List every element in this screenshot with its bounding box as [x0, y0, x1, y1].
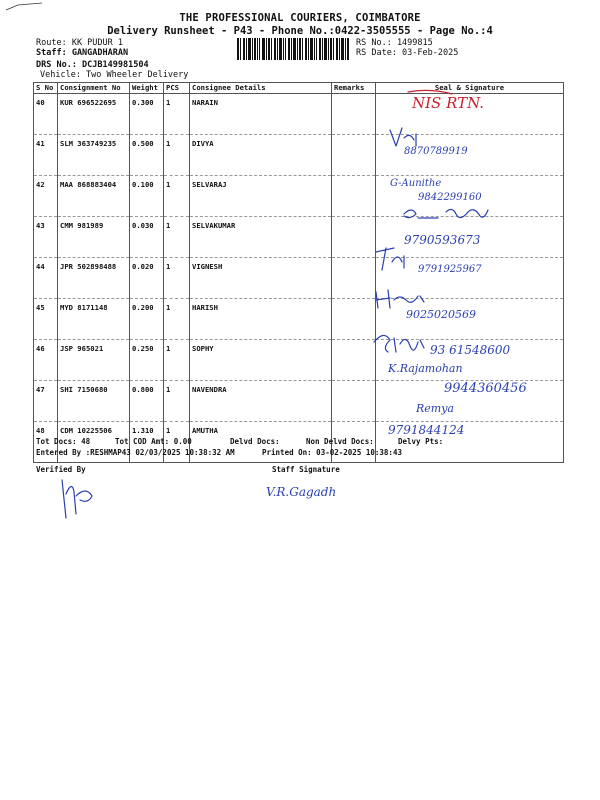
- runsheet-subtitle: Delivery Runsheet - P43 - Phone No.:0422-3505555 - Page No.:4: [107, 25, 493, 37]
- cell-consignee: SELVAKUMAR: [190, 217, 332, 258]
- cell-sno: 46: [34, 340, 58, 381]
- row45-phone: 9025020569: [406, 308, 476, 321]
- vehicle-label: Vehicle: Two Wheeler Delivery: [40, 70, 189, 80]
- cell-weight: 0.300: [130, 94, 164, 135]
- cell-weight: 0.030: [130, 217, 164, 258]
- staff-signature-image: [262, 476, 372, 506]
- cell-weight: 0.020: [130, 258, 164, 299]
- cell-pcs: 1: [164, 258, 190, 299]
- cell-consignee: DIVYA: [190, 135, 332, 176]
- cell-signature: [376, 176, 564, 217]
- cell-sno: 41: [34, 135, 58, 176]
- cell-sno: 48: [34, 422, 58, 463]
- cell-remarks: [332, 176, 376, 217]
- cell-consignee: NAVENDRA: [190, 381, 332, 422]
- runsheet-table: [33, 82, 564, 463]
- col-header-pcs: PCS: [164, 83, 190, 94]
- cell-pcs: 1: [164, 135, 190, 176]
- delivered-docs: Delvd Docs:: [230, 437, 280, 446]
- row41-phone: 8870789919: [404, 146, 468, 157]
- cell-consignment: SLM 363749235: [58, 135, 130, 176]
- table-row: [34, 340, 564, 381]
- total-cod-amount: Tot COD Amt: 0.00: [115, 437, 192, 446]
- row42-phone: 9842299160: [418, 192, 482, 203]
- cell-sno: 42: [34, 176, 58, 217]
- row48-phone: 9791844124: [388, 423, 465, 437]
- row44-phone: 9791925967: [418, 264, 482, 275]
- cell-remarks: [332, 381, 376, 422]
- delivery-points: Delvy Pts:: [398, 437, 444, 446]
- cell-consignee: NARAIN: [190, 94, 332, 135]
- route-label: Route: KK PUDUR 1: [36, 38, 123, 48]
- cell-weight: 0.500: [130, 135, 164, 176]
- cell-signature: [376, 340, 564, 381]
- table-row: [34, 135, 564, 176]
- row40-red-text: NIS RTN.: [412, 94, 485, 112]
- cell-sno: 43: [34, 217, 58, 258]
- staff-signature-text: V.R.Gagadh: [266, 485, 337, 499]
- drs-label: DRS No.: DCJB149981504: [36, 60, 149, 70]
- cell-signature: [376, 381, 564, 422]
- table-header-row: [34, 83, 564, 94]
- col-header-weight: Weight: [130, 83, 164, 94]
- cell-sno: 44: [34, 258, 58, 299]
- cell-pcs: 1: [164, 340, 190, 381]
- staff-signature-label: Staff Signature: [272, 465, 340, 474]
- cell-consignee: AMUTHA: [190, 422, 332, 463]
- cell-sno: 40: [34, 94, 58, 135]
- rs-number: RS No.: 1499815: [356, 38, 433, 48]
- col-header-remarks: Remarks: [332, 83, 376, 94]
- rs-date: RS Date: 03-Feb-2025: [356, 48, 459, 58]
- cell-consignee: SOPHY: [190, 340, 332, 381]
- cell-pcs: 1: [164, 94, 190, 135]
- row46-phone: 93 61548600: [430, 343, 511, 357]
- row43-phone: 9790593673: [404, 233, 481, 247]
- cell-consignment: MAA 868883404: [58, 176, 130, 217]
- col-header-sno: S No: [34, 83, 58, 94]
- total-docs: Tot Docs: 48: [36, 437, 91, 446]
- cell-weight: 0.250: [130, 340, 164, 381]
- cell-remarks: [332, 258, 376, 299]
- cell-pcs: 1: [164, 176, 190, 217]
- cell-weight: 0.200: [130, 299, 164, 340]
- cell-consignment: KUR 696522695: [58, 94, 130, 135]
- table-row: [34, 176, 564, 217]
- table-row: [34, 217, 564, 258]
- cell-remarks: [332, 135, 376, 176]
- cell-pcs: 1: [164, 217, 190, 258]
- non-delivered-docs: Non Delvd Docs:: [306, 437, 374, 446]
- cell-pcs: 1: [164, 299, 190, 340]
- table-row: [34, 299, 564, 340]
- col-header-consignee: Consignee Details: [190, 83, 332, 94]
- table-row: [34, 258, 564, 299]
- scan-mark: [4, 2, 44, 12]
- cell-consignment: JPR 502898488: [58, 258, 130, 299]
- cell-consignment: MYD 8171148: [58, 299, 130, 340]
- table-row: [34, 381, 564, 422]
- cell-signature: [376, 135, 564, 176]
- cell-consignment: JSP 965021: [58, 340, 130, 381]
- verified-by-label: Verified By: [36, 465, 86, 474]
- cell-consignee: HARISH: [190, 299, 332, 340]
- row47-phone: 9944360456: [444, 381, 527, 396]
- cell-remarks: [332, 217, 376, 258]
- cell-weight: 0.800: [130, 381, 164, 422]
- cell-consignment: CMM 981989: [58, 217, 130, 258]
- cell-weight: 1.310: [130, 422, 164, 463]
- entered-by: Entered By :RESHMAP43 02/03/2025 10:38:32 AM: [36, 448, 235, 457]
- cell-pcs: 1: [164, 422, 190, 463]
- cell-sno: 45: [34, 299, 58, 340]
- company-title: THE PROFESSIONAL COURIERS, COIMBATORE: [179, 12, 421, 24]
- row47-name: K.Rajamohan: [388, 362, 463, 375]
- cell-weight: 0.100: [130, 176, 164, 217]
- barcode-image: [237, 38, 349, 60]
- verified-by-signature: [52, 474, 112, 522]
- cell-consignee: VIGNESH: [190, 258, 332, 299]
- cell-consignment: CDM 10225506: [58, 422, 130, 463]
- row42-name: G-Aunithe: [390, 178, 442, 189]
- cell-pcs: 1: [164, 381, 190, 422]
- printed-on: Printed On: 03-02-2025 10:38:43: [262, 448, 402, 457]
- cell-consignee: SELVARAJ: [190, 176, 332, 217]
- col-header-signature: Seal & Signature: [376, 83, 564, 94]
- cell-remarks: [332, 340, 376, 381]
- table-row: [34, 94, 564, 135]
- cell-consignment: SHI 7150680: [58, 381, 130, 422]
- cell-remarks: [332, 299, 376, 340]
- row48-name: Remya: [416, 402, 454, 415]
- cell-signature: [376, 299, 564, 340]
- cell-signature: [376, 94, 564, 135]
- cell-signature: [376, 217, 564, 258]
- staff-label: Staff: GANGADHARAN: [36, 48, 129, 58]
- cell-remarks: [332, 94, 376, 135]
- col-header-consignment: Consignment No: [58, 83, 130, 94]
- cell-signature: [376, 258, 564, 299]
- cell-sno: 47: [34, 381, 58, 422]
